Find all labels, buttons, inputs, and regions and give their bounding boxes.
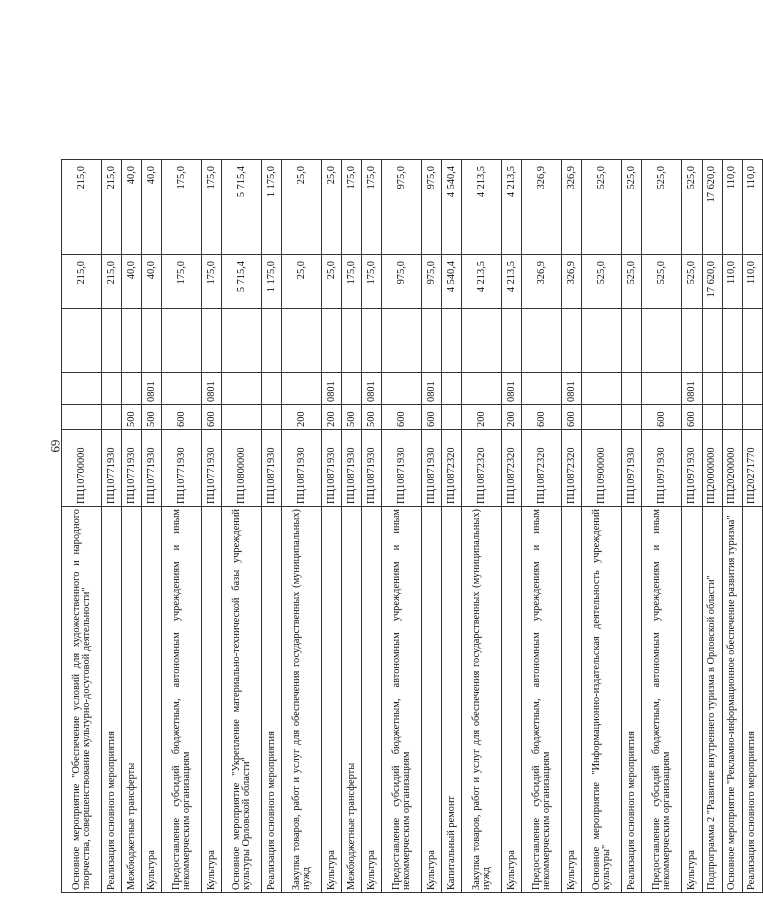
row-value-2: 525,0 [682,160,702,255]
row-value-2: 175,0 [342,160,362,255]
row-empty [682,309,702,373]
row-value-1: 326,9 [562,255,582,309]
row-name: Культура [422,507,442,893]
row-code: ПЦ10872320 [502,430,522,507]
row-code: ПЦ10871930 [342,430,362,507]
row-value-1: 175,0 [162,255,202,309]
row-value-1: 40,0 [122,255,142,309]
row-value-2: 25,0 [282,160,322,255]
row-code: ПЦ10872320 [522,430,562,507]
row-value-1: 326,9 [522,255,562,309]
row-empty [442,309,462,373]
row-code: ПЦ10971930 [642,430,682,507]
row-value-1: 4 213,5 [462,255,502,309]
row-value-1: 975,0 [382,255,422,309]
row-name: Межбюджетные трансферты [122,507,142,893]
row-vr: 200 [322,405,342,430]
row-empty [642,309,682,373]
row-vr: 200 [502,405,522,430]
row-empty [202,309,222,373]
row-code: ПЦ10700000 [62,430,102,507]
row-value-1: 40,0 [142,255,162,309]
row-name: Культура [202,507,222,893]
row-value-2: 525,0 [582,160,622,255]
row-name: Закупка товаров, работ и услуг для обеспечения государственных (муниципальных) нужд [282,507,322,893]
row-name: Культура [362,507,382,893]
row-name: Культура [562,507,582,893]
row-vr [702,405,722,430]
row-code: ПЦ20271770 [742,430,762,507]
row-empty [222,309,262,373]
table-row [202,160,222,893]
table-row [442,160,462,893]
row-value-2: 40,0 [142,160,162,255]
row-code: ПЦ10871930 [282,430,322,507]
row-name: Культура [142,507,162,893]
row-vr: 200 [282,405,322,430]
row-vr: 200 [462,405,502,430]
row-name: Культура [502,507,522,893]
table-row [562,160,582,893]
row-value-2: 525,0 [622,160,642,255]
row-name: Культура [682,507,702,893]
row-name: Предоставление субсидий бюджетным, автономным учреждениям и иным некоммерческим организациям [522,507,562,893]
row-value-1: 4 213,5 [502,255,522,309]
row-value-1: 215,0 [62,255,102,309]
row-razd: 0801 [502,373,522,405]
row-empty [622,309,642,373]
row-value-1: 110,0 [742,255,762,309]
row-code: ПЦ10871930 [422,430,442,507]
row-razd: 0801 [322,373,342,405]
row-code: ПЦ10771930 [202,430,222,507]
row-name: Реализация основного мероприятия [742,507,762,893]
row-razd [462,373,502,405]
row-razd [522,373,562,405]
table-row [382,160,422,893]
row-razd: 0801 [142,373,162,405]
table-row [702,160,722,893]
row-name: Основное мероприятие "Обеспечение условий для художественного и народного творчества, совершенствование культурно-досуговой деятельности" [62,507,102,893]
row-razd [122,373,142,405]
row-empty [262,309,282,373]
table-row [342,160,362,893]
row-razd [722,373,742,405]
row-value-1: 5 715,4 [222,255,262,309]
row-vr: 600 [162,405,202,430]
row-razd [382,373,422,405]
row-name: Закупка товаров, работ и услуг для обеспечения государственных (муниципальных) нужд [462,507,502,893]
row-value-1: 25,0 [322,255,342,309]
row-razd [62,373,102,405]
row-razd [262,373,282,405]
row-empty [582,309,622,373]
row-vr: 600 [202,405,222,430]
row-empty [702,309,722,373]
row-vr: 600 [382,405,422,430]
row-code: ПЦ10771930 [122,430,142,507]
row-value-1: 25,0 [282,255,322,309]
row-value-1: 215,0 [102,255,122,309]
row-value-2: 175,0 [162,160,202,255]
table-row [222,160,262,893]
row-vr [102,405,122,430]
row-vr [442,405,462,430]
row-value-1: 525,0 [582,255,622,309]
row-empty [502,309,522,373]
row-razd [442,373,462,405]
table-row [102,160,122,893]
row-empty [382,309,422,373]
table-row [422,160,442,893]
row-empty [742,309,762,373]
row-empty [62,309,102,373]
row-razd [102,373,122,405]
table-row [322,160,342,893]
row-name: Культура [322,507,342,893]
row-value-2: 215,0 [102,160,122,255]
row-value-2: 4 540,4 [442,160,462,255]
row-name: Капитальный ремонт [442,507,462,893]
row-code: ПЦ10771930 [162,430,202,507]
row-empty [562,309,582,373]
row-vr: 500 [342,405,362,430]
row-empty [462,309,502,373]
row-code: ПЦ20000000 [702,430,722,507]
row-empty [362,309,382,373]
row-razd [282,373,322,405]
row-razd [342,373,362,405]
row-value-1: 525,0 [622,255,642,309]
row-value-1: 17 620,0 [702,255,722,309]
row-empty [102,309,122,373]
table-row [462,160,502,893]
row-razd: 0801 [562,373,582,405]
row-value-2: 25,0 [322,160,342,255]
row-vr: 600 [642,405,682,430]
table-row [162,160,202,893]
row-vr [62,405,102,430]
row-value-2: 4 213,5 [462,160,502,255]
row-name: Предоставление субсидий бюджетным, автономным учреждениям и иным некоммерческим организациям [642,507,682,893]
row-value-2: 975,0 [382,160,422,255]
row-value-2: 110,0 [722,160,742,255]
budget-table [61,159,763,893]
row-name: Межбюджетные трансферты [342,507,362,893]
row-code: ПЦ10771930 [142,430,162,507]
row-razd: 0801 [422,373,442,405]
row-empty [162,309,202,373]
row-razd: 0801 [682,373,702,405]
row-vr [742,405,762,430]
row-name: Предоставление субсидий бюджетным, автономным учреждениям и иным некоммерческим организациям [162,507,202,893]
row-value-2: 4 213,5 [502,160,522,255]
row-value-2: 175,0 [362,160,382,255]
row-name: Реализация основного мероприятия [102,507,122,893]
row-value-2: 975,0 [422,160,442,255]
row-value-1: 175,0 [202,255,222,309]
row-value-2: 1 175,0 [262,160,282,255]
table-row [62,160,102,893]
row-empty [142,309,162,373]
row-code: ПЦ10971930 [682,430,702,507]
row-empty [122,309,142,373]
row-value-2: 326,9 [522,160,562,255]
table-row [742,160,762,893]
table-row [522,160,562,893]
row-razd [222,373,262,405]
table-row [682,160,702,893]
row-name: Основное мероприятие "Информационно-издательская деятельность учреждений культуры" [582,507,622,893]
row-value-2: 5 715,4 [222,160,262,255]
row-razd [742,373,762,405]
row-value-2: 215,0 [62,160,102,255]
table-row [122,160,142,893]
row-code: ПЦ10871930 [262,430,282,507]
row-vr: 500 [362,405,382,430]
row-code: ПЦ10771930 [102,430,122,507]
row-code: ПЦ20200000 [722,430,742,507]
row-value-1: 110,0 [722,255,742,309]
row-code: ПЦ10800000 [222,430,262,507]
row-vr: 500 [122,405,142,430]
row-code: ПЦ10871930 [322,430,342,507]
table-row [642,160,682,893]
page-number: 69 [48,439,63,453]
row-code: ПЦ10872320 [562,430,582,507]
table-row [622,160,642,893]
table-row [362,160,382,893]
row-value-1: 525,0 [682,255,702,309]
row-value-1: 1 175,0 [262,255,282,309]
row-value-1: 525,0 [642,255,682,309]
row-vr: 600 [522,405,562,430]
rotated-table-wrapper [61,160,758,893]
row-value-2: 525,0 [642,160,682,255]
row-name: Подпрограмма 2 "Развитие внутреннего туризма в Орловской области" [702,507,722,893]
row-code: ПЦ10900000 [582,430,622,507]
row-value-1: 4 540,4 [442,255,462,309]
row-name: Реализация основного мероприятия [622,507,642,893]
row-razd [702,373,722,405]
table-row [262,160,282,893]
row-value-2: 17 620,0 [702,160,722,255]
table-row [502,160,522,893]
budget-table-body [62,160,763,893]
row-vr: 600 [562,405,582,430]
row-razd: 0801 [362,373,382,405]
table-row [722,160,742,893]
row-vr [582,405,622,430]
row-vr: 600 [422,405,442,430]
table-row [142,160,162,893]
row-value-2: 175,0 [202,160,222,255]
row-value-2: 40,0 [122,160,142,255]
row-code: ПЦ10872320 [462,430,502,507]
row-code: ПЦ10872320 [442,430,462,507]
row-value-2: 110,0 [742,160,762,255]
table-row [582,160,622,893]
row-empty [522,309,562,373]
row-vr [222,405,262,430]
row-code: ПЦ10871930 [362,430,382,507]
row-empty [722,309,742,373]
row-value-1: 975,0 [422,255,442,309]
row-value-1: 175,0 [362,255,382,309]
row-razd [582,373,622,405]
row-name: Основное мероприятие "Рекламно-информационное обеспечение развития туризма" [722,507,742,893]
row-code: ПЦ10871930 [382,430,422,507]
row-value-1: 175,0 [342,255,362,309]
row-name: Реализация основного мероприятия [262,507,282,893]
row-razd [642,373,682,405]
row-empty [282,309,322,373]
row-empty [422,309,442,373]
row-empty [342,309,362,373]
row-vr: 600 [682,405,702,430]
row-vr [262,405,282,430]
row-razd: 0801 [202,373,222,405]
row-code: ПЦ10971930 [622,430,642,507]
row-razd [162,373,202,405]
row-vr: 500 [142,405,162,430]
row-vr [622,405,642,430]
table-row [282,160,322,893]
row-empty [322,309,342,373]
row-value-2: 326,9 [562,160,582,255]
row-name: Предоставление субсидий бюджетным, автономным учреждениям и иным некоммерческим организациям [382,507,422,893]
row-razd [622,373,642,405]
row-vr [722,405,742,430]
row-name: Основное мероприятие "Укрепление материально-технической базы учреждений культуры Орловской области" [222,507,262,893]
